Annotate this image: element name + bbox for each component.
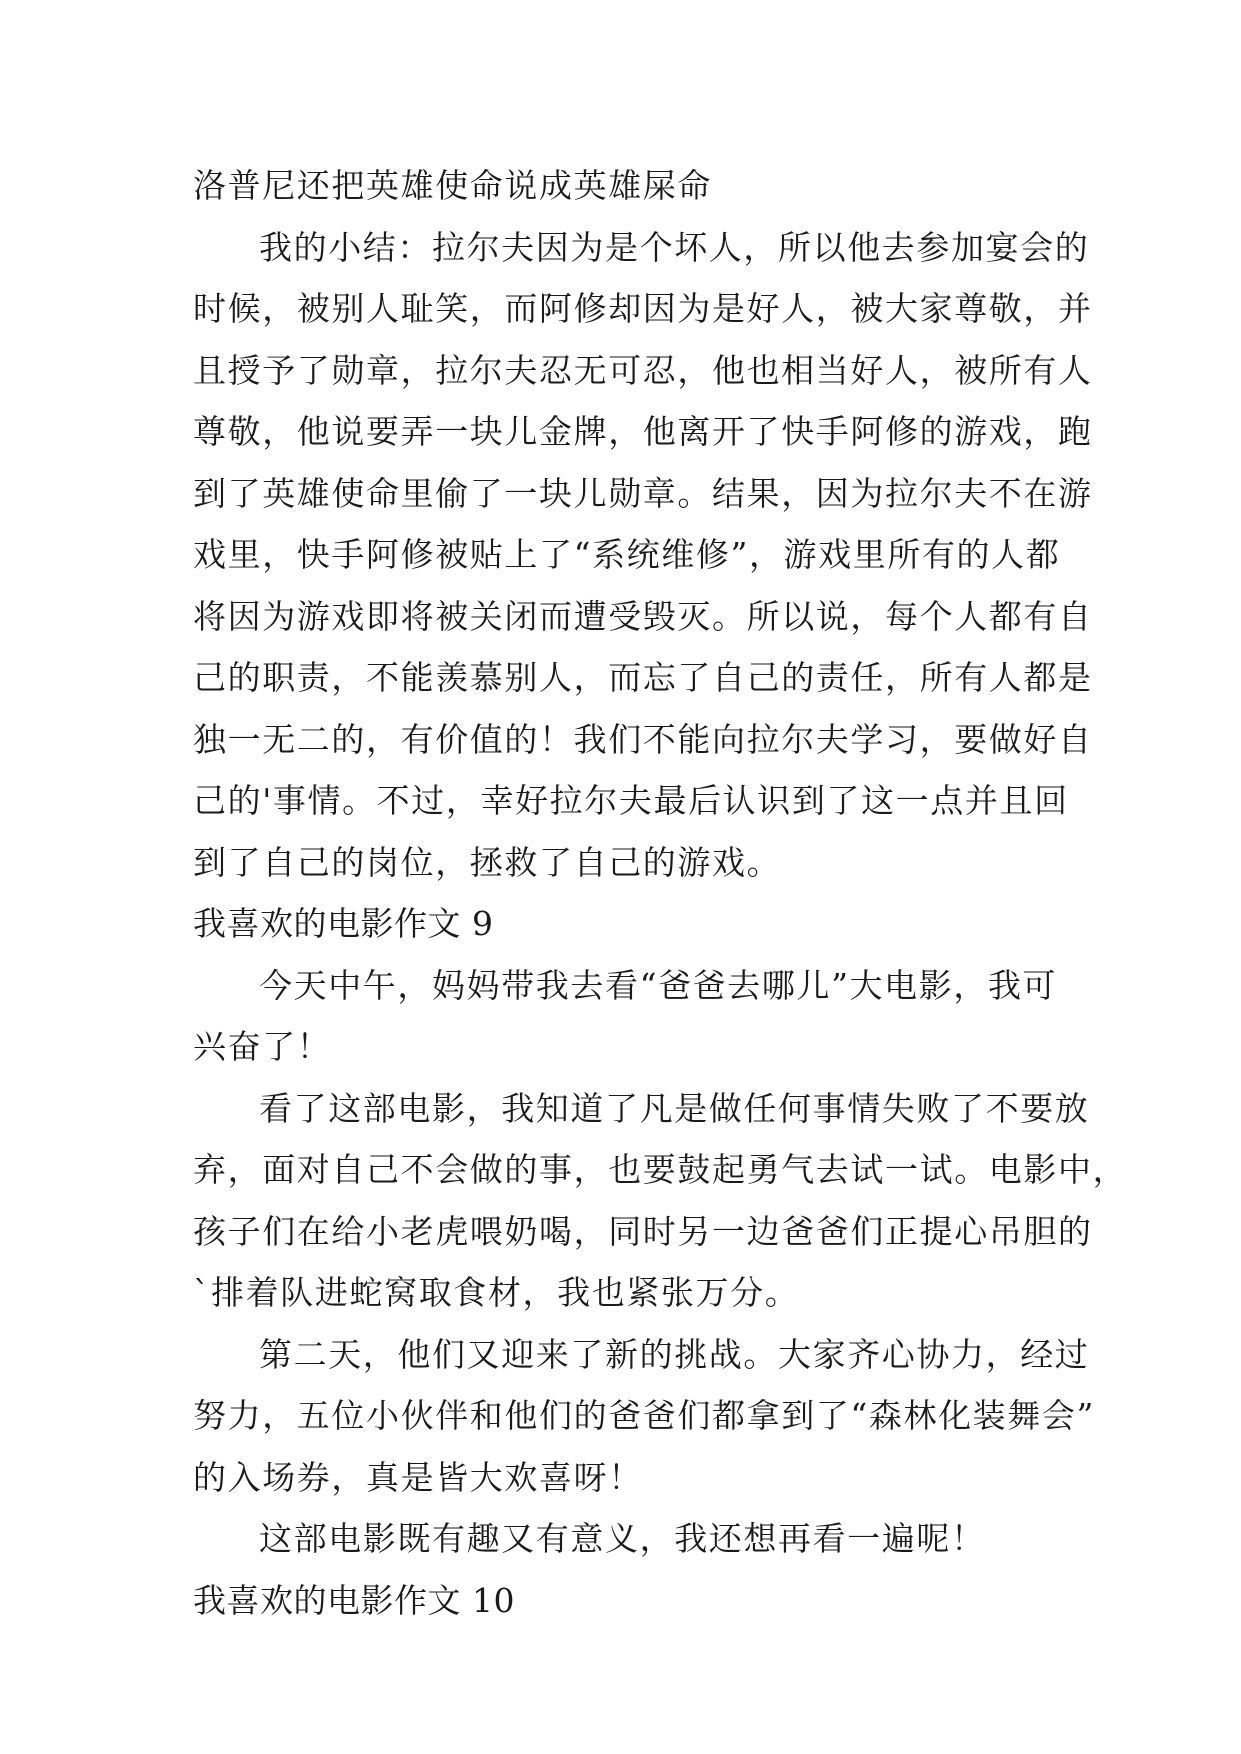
paragraph-start-line: 我的小结：拉尔夫因为是个坏人，所以他去参加宴会的 — [259, 227, 1090, 267]
paragraph-start-line: 看了这部电影，我知道了凡是做任何事情失败了不要放 — [259, 1088, 1090, 1128]
text-line: 洛普尼还把英雄使命说成英雄屎命 — [193, 166, 712, 205]
text-line: 且授予了勋章，拉尔夫忍无可忍，他也相当好人，被所有人 — [193, 350, 1093, 390]
text-line: 尊敬，他说要弄一块儿金牌，他离开了快手阿修的游戏，跑 — [193, 412, 1093, 451]
text-line: 弃，面对自己不会做的事，也要鼓起勇气去试一试。电影中， — [193, 1150, 1128, 1189]
text-line: 努力，五位小伙伴和他们的爸爸们都拿到了“森林化装舞会” — [193, 1396, 1095, 1435]
text-line: 将因为游戏即将被关闭而遭受毁灭。所以说，每个人都有自 — [193, 596, 1093, 636]
text-line: 戏里，快手阿修被贴上了“系统维修”，游戏里所有的人都 — [193, 535, 1061, 574]
document-body — [193, 155, 1128, 1631]
paragraph-start-line: 这部电影既有趣又有意义，我还想再看一遍呢！ — [259, 1519, 986, 1558]
text-line: 到了自己的岗位，拯救了自己的游戏。 — [193, 842, 782, 882]
text-line: 的入场券，真是皆大欢喜呀！ — [193, 1457, 643, 1497]
paragraph-start-line: 今天中午，妈妈带我去看“爸爸去哪儿”大电影，我可 — [259, 965, 1058, 1005]
text-line: 己的'事情。不过，幸好拉尔夫最后认识到了这一点并且回 — [193, 781, 1069, 820]
text-line: 到了英雄使命里偷了一块儿勋章。结果，因为拉尔夫不在游 — [193, 473, 1093, 513]
text-line: 己的职责，不能羡慕别人，而忘了自己的责任，所有人都是 — [193, 658, 1093, 697]
paragraph-start-line: 第二天，他们又迎来了新的挑战。大家齐心协力，经过 — [259, 1334, 1090, 1374]
text-line: `排着队进蛇窝取食材，我也紧张万分。 — [193, 1273, 800, 1312]
text-line: 时候，被别人耻笑，而阿修却因为是好人，被大家尊敬，并 — [193, 289, 1093, 328]
text-line: 孩子们在给小老虎喂奶喝，同时另一边爸爸们正提心吊胆的 — [193, 1211, 1093, 1251]
text-line: 兴奋了！ — [193, 1027, 332, 1066]
section-heading: 我喜欢的电影作文 10 — [193, 1580, 515, 1620]
text-line: 独一无二的，有价值的！我们不能向拉尔夫学习，要做好自 — [193, 719, 1093, 759]
section-heading: 我喜欢的电影作文 9 — [193, 904, 494, 943]
